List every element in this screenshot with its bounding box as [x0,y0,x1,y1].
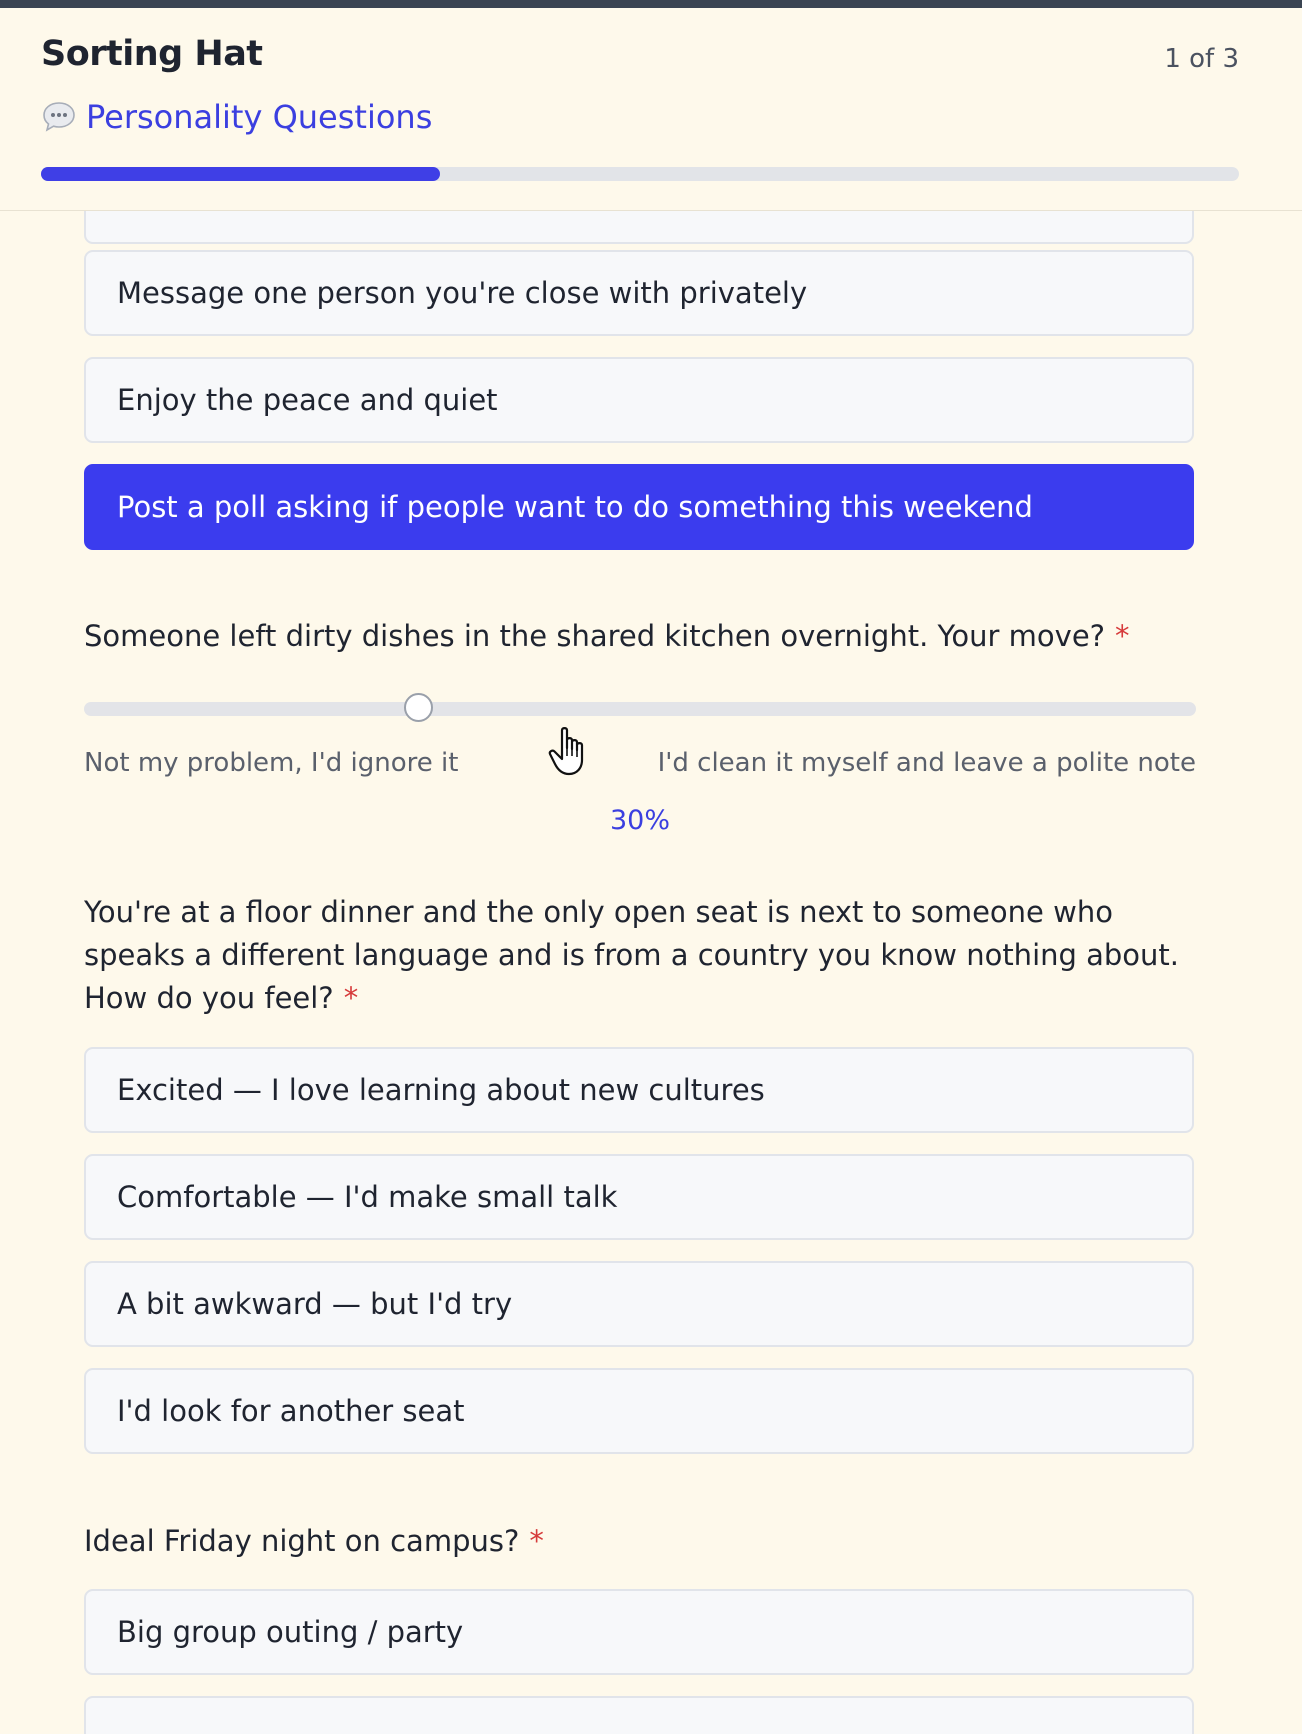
option-message-privately[interactable] [84,250,1194,336]
option-label: Comfortable — I'd make small talk [117,1180,618,1214]
option-label: Enjoy the peace and quiet [117,383,498,417]
option-post-poll[interactable] [84,464,1194,550]
app-title: Sorting Hat [41,34,263,74]
option-peace-quiet[interactable] [84,357,1194,443]
required-asterisk: * [1115,619,1130,653]
slider-thumb[interactable] [404,693,433,722]
page-header [0,8,1302,211]
questions-scroll-area[interactable] [0,8,1302,1734]
progress-fill [41,167,440,181]
slider-value: 30% [610,805,671,836]
option-label: Excited — I love learning about new cultures [117,1073,765,1107]
option-label: Message one person you're close with privately [117,276,808,310]
hand-pointer-icon [548,726,594,778]
option-label: I'd look for another seat [117,1394,465,1428]
step-counter: 1 of 3 [1164,44,1239,74]
section-heading [40,98,432,136]
option-label: A bit awkward — but I'd try [117,1287,513,1321]
slider-max-label: I'd clean it myself and leave a polite note [657,748,1196,778]
required-asterisk: * [343,981,359,1015]
option-label: Post a poll asking if people want to do something this weekend [117,490,1033,524]
option-another-seat[interactable] [84,1368,1194,1454]
speech-bubble-icon [40,98,78,136]
option-label: Big group outing / party [117,1615,464,1649]
progress-bar [41,167,1239,181]
option-excited[interactable] [84,1047,1194,1133]
question-text: You're at a floor dinner and the only open seat is next to someone who speaks a different language and is from a country you know nothing about. How do you feel? [84,895,1180,1015]
app-window [0,8,1302,1734]
question-dinner [84,891,1194,1020]
question-text: Someone left dirty dishes in the shared kitchen overnight. Your move? [84,619,1106,653]
dishes-slider[interactable] [84,702,1196,716]
option-awkward[interactable] [84,1261,1194,1347]
option-small-group[interactable] [84,1696,1194,1734]
question-friday [84,1520,1194,1563]
slider-min-label: Not my problem, I'd ignore it [84,748,459,778]
option-comfortable[interactable] [84,1154,1194,1240]
question-dishes [84,615,1194,658]
section-label: Personality Questions [86,98,433,136]
option-big-group[interactable] [84,1589,1194,1675]
required-asterisk: * [529,1524,544,1558]
question-text: Ideal Friday night on campus? [84,1524,520,1558]
